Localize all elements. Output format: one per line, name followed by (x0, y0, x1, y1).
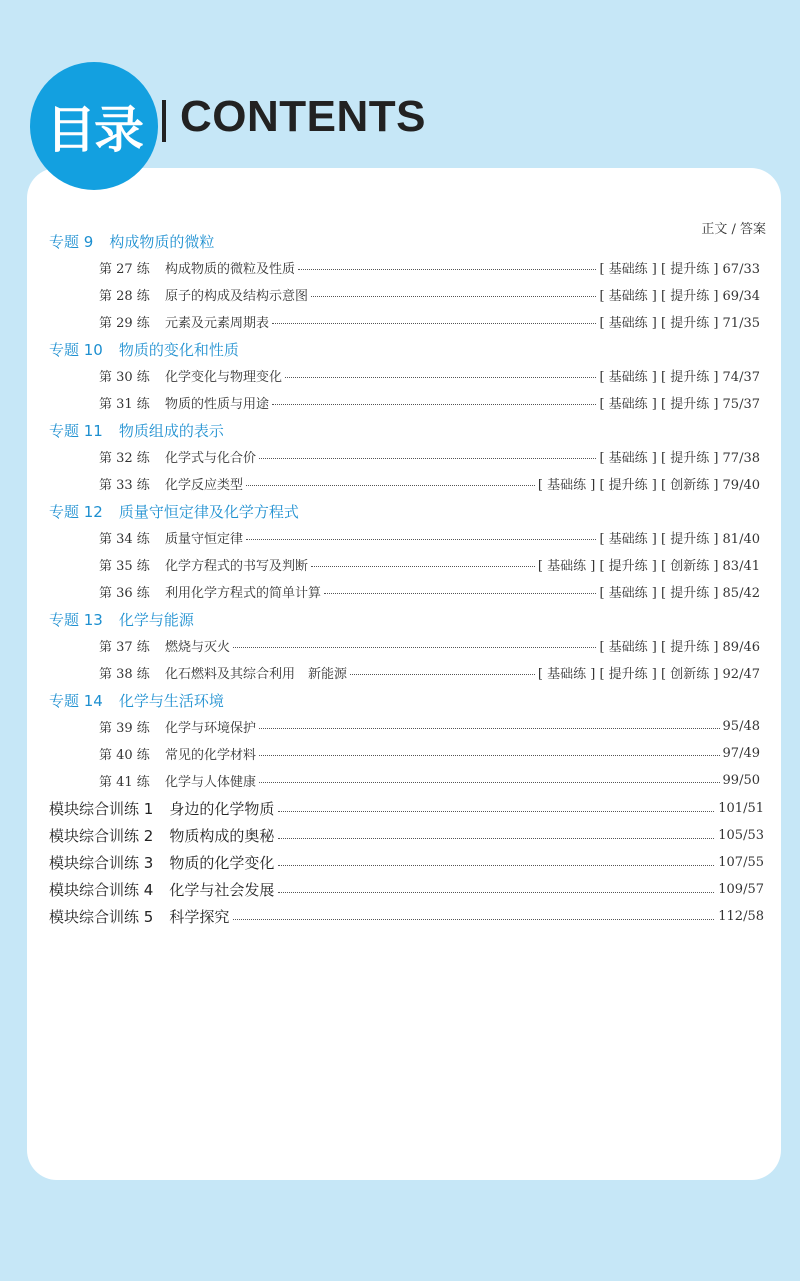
topic-heading[interactable] (49, 231, 214, 252)
page-ref: 101/51 (718, 800, 764, 816)
lesson-title: 构成物质的微粒及性质 (165, 261, 296, 277)
lesson-number: 第 38 练 (99, 666, 150, 682)
lesson-number: 第 34 练 (99, 531, 150, 547)
topic-number: 专题 13 (49, 611, 103, 629)
module-number: 模块综合训练 4 (49, 880, 154, 899)
dot-leader (278, 838, 714, 839)
page-ref: 97/49 (722, 745, 760, 761)
page-ref: [ 基础练 ] [ 提升练 ] [ 创新练 ] 79/40 (537, 477, 760, 493)
page-ref: [ 基础练 ] [ 提升练 ] 75/37 (599, 396, 760, 412)
lesson-number: 第 40 练 (99, 747, 150, 763)
topic-heading[interactable] (49, 501, 299, 522)
lesson-title: 化学变化与物理变化 (165, 369, 283, 385)
page-ref: [ 基础练 ] [ 提升练 ] 71/35 (599, 315, 760, 331)
topic-title: 物质的变化和性质 (118, 341, 239, 359)
dot-leader (298, 269, 596, 270)
page-ref: 105/53 (718, 827, 764, 843)
dot-leader (278, 865, 714, 866)
dot-leader (233, 919, 714, 920)
dot-leader (246, 539, 596, 540)
dot-leader (259, 755, 720, 756)
lesson-row[interactable] (99, 635, 760, 655)
module-row[interactable] (49, 878, 764, 900)
page-ref: [ 基础练 ] [ 提升练 ] 77/38 (599, 450, 760, 466)
lesson-number: 第 36 练 (99, 585, 150, 601)
lesson-row[interactable] (99, 311, 760, 331)
topic-number: 专题 12 (49, 503, 103, 521)
dot-leader (259, 728, 720, 729)
dot-leader (259, 782, 720, 783)
lesson-number: 第 29 练 (99, 315, 150, 331)
dot-leader (311, 566, 535, 567)
topic-title: 化学与生活环境 (118, 692, 224, 710)
lesson-title: 利用化学方程式的简单计算 (165, 585, 322, 601)
module-title: 科学探究 (169, 907, 230, 926)
module-row[interactable] (49, 797, 764, 819)
dot-leader (278, 811, 714, 812)
page-ref: [ 基础练 ] [ 提升练 ] 85/42 (599, 585, 760, 601)
dot-leader (311, 296, 596, 297)
dot-leader (278, 892, 714, 893)
lesson-number: 第 30 练 (99, 369, 150, 385)
topic-title: 物质组成的表示 (118, 422, 224, 440)
module-title: 身边的化学物质 (169, 799, 275, 818)
topic-heading[interactable] (49, 339, 239, 360)
page-ref: [ 基础练 ] [ 提升练 ] 81/40 (599, 531, 760, 547)
module-number: 模块综合训练 3 (49, 853, 154, 872)
module-title: 物质构成的奥秘 (169, 826, 275, 845)
lesson-number: 第 41 练 (99, 774, 150, 790)
lesson-row[interactable] (99, 473, 760, 493)
module-number: 模块综合训练 2 (49, 826, 154, 845)
lesson-row[interactable] (99, 581, 760, 601)
lesson-row[interactable] (99, 446, 760, 466)
dot-leader (350, 674, 535, 675)
lesson-number: 第 37 练 (99, 639, 150, 655)
topic-number: 专题 10 (49, 341, 103, 359)
topic-heading[interactable] (49, 690, 224, 711)
dot-leader (259, 458, 596, 459)
lesson-number: 第 35 练 (99, 558, 150, 574)
lesson-title: 化学反应类型 (165, 477, 244, 493)
header-divider (162, 100, 166, 142)
lesson-title: 化石燃料及其综合利用 新能源 (165, 666, 348, 682)
page-ref: [ 基础练 ] [ 提升练 ] 67/33 (599, 261, 760, 277)
lesson-row[interactable] (99, 770, 760, 790)
topic-number: 专题 9 (49, 233, 94, 251)
lesson-title: 物质的性质与用途 (165, 396, 270, 412)
lesson-row[interactable] (99, 662, 760, 682)
topic-title: 质量守恒定律及化学方程式 (118, 503, 299, 521)
lesson-number: 第 28 练 (99, 288, 150, 304)
lesson-title: 化学方程式的书写及判断 (165, 558, 309, 574)
dot-leader (246, 485, 535, 486)
page-ref: 95/48 (722, 718, 760, 734)
lesson-title: 质量守恒定律 (165, 531, 244, 547)
lesson-number: 第 39 练 (99, 720, 150, 736)
topic-number: 专题 14 (49, 692, 103, 710)
lesson-row[interactable] (99, 554, 760, 574)
lesson-title: 元素及元素周期表 (165, 315, 270, 331)
module-number: 模块综合训练 5 (49, 907, 154, 926)
topic-heading[interactable] (49, 420, 224, 441)
lesson-title: 燃烧与灭火 (165, 639, 231, 655)
page-ref: [ 基础练 ] [ 提升练 ] 89/46 (599, 639, 760, 655)
lesson-number: 第 33 练 (99, 477, 150, 493)
lesson-title: 原子的构成及结构示意图 (165, 288, 309, 304)
module-row[interactable] (49, 905, 764, 927)
page-ref: [ 基础练 ] [ 提升练 ] 69/34 (599, 288, 760, 304)
lesson-row[interactable] (99, 257, 760, 277)
lesson-number: 第 32 练 (99, 450, 150, 466)
topic-heading[interactable] (49, 609, 194, 630)
page-ref: [ 基础练 ] [ 提升练 ] [ 创新练 ] 83/41 (537, 558, 760, 574)
page-title: CONTENTS (180, 92, 426, 141)
toc-badge (30, 62, 158, 190)
lesson-number: 第 27 练 (99, 261, 150, 277)
lesson-row[interactable] (99, 284, 760, 304)
page-ref: [ 基础练 ] [ 提升练 ] [ 创新练 ] 92/47 (537, 666, 760, 682)
topic-title: 化学与能源 (118, 611, 194, 629)
lesson-row[interactable] (99, 527, 760, 547)
dot-leader (272, 323, 596, 324)
module-row[interactable] (49, 851, 764, 873)
topic-title: 构成物质的微粒 (109, 233, 215, 251)
module-title: 化学与社会发展 (169, 880, 275, 899)
dot-leader (285, 377, 596, 378)
page-ref: 109/57 (718, 881, 764, 897)
lesson-number: 第 31 练 (99, 396, 150, 412)
lesson-title: 化学与人体健康 (165, 774, 257, 790)
module-row[interactable] (49, 824, 764, 846)
dot-leader (272, 404, 596, 405)
lesson-row[interactable] (99, 716, 760, 736)
dot-leader (324, 593, 596, 594)
module-title: 物质的化学变化 (169, 853, 275, 872)
page-ref: [ 基础练 ] [ 提升练 ] 74/37 (599, 369, 760, 385)
topic-number: 专题 11 (49, 422, 103, 440)
page-ref: 107/55 (718, 854, 764, 870)
module-number: 模块综合训练 1 (49, 799, 154, 818)
column-label: 正文 / 答案 (701, 222, 766, 237)
badge-text: 目录 (46, 101, 142, 159)
lesson-title: 常见的化学材料 (165, 747, 257, 763)
page-ref: 99/50 (722, 772, 760, 788)
dot-leader (233, 647, 596, 648)
lesson-row[interactable] (99, 392, 760, 412)
lesson-row[interactable] (99, 365, 760, 385)
page-ref: 112/58 (718, 908, 764, 924)
lesson-title: 化学与环境保护 (165, 720, 257, 736)
lesson-row[interactable] (99, 743, 760, 763)
lesson-title: 化学式与化合价 (165, 450, 257, 466)
